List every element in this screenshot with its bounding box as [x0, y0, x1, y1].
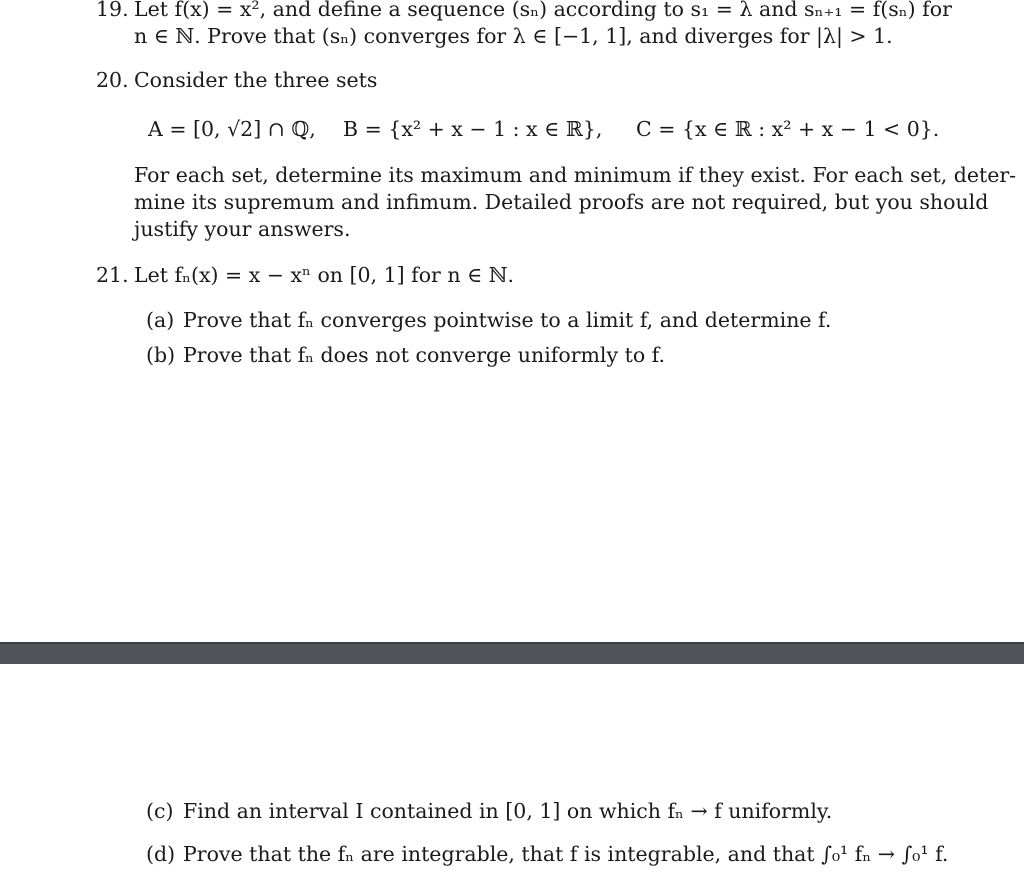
problem-21-number: 21.	[96, 263, 129, 287]
problem-20-paragraph-line-1: For each set, determine its maximum and minimum if they exist. For each set, deter-	[134, 163, 1017, 187]
part-a-text: Prove that fₙ converges pointwise to a limit f, and determine f.	[183, 308, 832, 332]
problem-19-line-1: Let f(x) = x², and define a sequence (sₙ) according to s₁ = λ and sₙ₊₁ = f(sₙ) for	[134, 0, 952, 21]
page-separator	[0, 642, 1024, 664]
problem-21-intro: Let fₙ(x) = x − xⁿ on [0, 1] for n ∈ ℕ.	[134, 263, 515, 287]
part-d-label: (d)	[146, 842, 176, 866]
part-b-label: (b)	[146, 343, 176, 367]
part-b-text: Prove that fₙ does not converge uniformly to f.	[183, 343, 666, 367]
set-a-definition: A = [0, √2] ∩ ℚ,	[148, 117, 316, 141]
problem-20-paragraph-line-2: mine its supremum and infimum. Detailed proofs are not required, but you should	[134, 190, 989, 214]
part-a-label: (a)	[146, 308, 175, 332]
part-c-label: (c)	[146, 799, 174, 823]
part-d-text: Prove that the fₙ are integrable, that f is integrable, and that ∫₀¹ fₙ → ∫₀¹ f.	[183, 842, 949, 866]
problem-20-number: 20.	[96, 68, 129, 92]
set-c-definition: C = {x ∈ ℝ : x² + x − 1 < 0}.	[636, 117, 940, 141]
problem-20-intro: Consider the three sets	[134, 68, 378, 92]
problem-19-line-2: n ∈ ℕ. Prove that (sₙ) converges for λ ∈ [−1, 1], and diverges for |λ| > 1.	[134, 24, 893, 48]
set-b-definition: B = {x² + x − 1 : x ∈ ℝ},	[343, 117, 603, 141]
part-c-text: Find an interval I contained in [0, 1] on which fₙ → f uniformly.	[183, 799, 833, 823]
problem-19-number: 19.	[96, 0, 129, 21]
document-page-bottom	[0, 664, 1024, 874]
problem-20-paragraph-line-3: justify your answers.	[134, 217, 351, 241]
